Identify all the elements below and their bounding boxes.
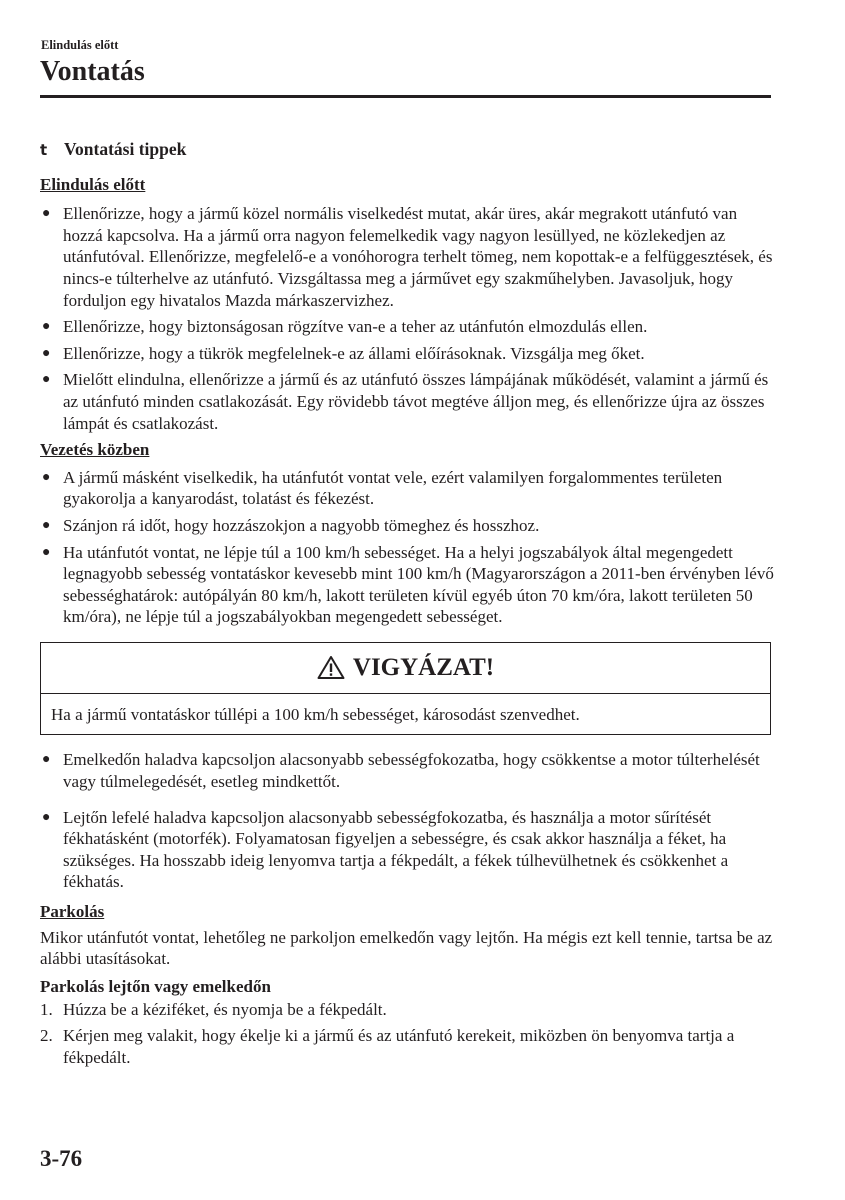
page-title: Vontatás <box>40 56 145 87</box>
list-item: 2. Kérjen meg valakit, hogy ékelje ki a jármű és az utánfutó kerekeit, miközben ön benyomva tartja a fékpedált. <box>40 1026 735 1067</box>
bullet-icon: ● <box>42 206 51 222</box>
list-item: 1. Húzza be a kéziféket, és nyomja be a fékpedált. <box>40 1000 387 1020</box>
page-number: 3-76 <box>40 1146 83 1171</box>
parking-text: Mikor utánfutót vontat, lehetőleg ne parkoljon emelkedőn vagy lejtőn. Ha mégis ezt kell tennie, tartsa be az alábbi utasításokat. <box>40 927 773 969</box>
parking-heading: Parkolás <box>40 902 105 922</box>
after-caution-list <box>40 749 775 893</box>
caution-box <box>40 642 771 736</box>
caution-title: VIGYÁZAT! <box>352 654 495 682</box>
bullet-icon: ● <box>42 752 51 768</box>
bullet-icon: ● <box>42 345 51 361</box>
caution-text: Ha a jármű vontatáskor túllépi a 100 km/h sebességet, károsodást szenvedhet. <box>51 704 580 724</box>
section-marker: t <box>40 141 48 159</box>
parking-slope-heading: Parkolás lejtőn vagy emelkedőn <box>40 976 271 996</box>
warning-triangle-icon <box>317 655 345 680</box>
while-driving-list <box>40 467 775 628</box>
bullet-icon: ● <box>42 517 51 533</box>
list-item: ● Mielőtt elindulna, ellenőrizze a jármű és az utánfutó összes lámpájának működését, valamint a jármű és az utánfutó minden csatlakozását. Egy rövidebb távot megtéve álljon meg, és ellenőrizze újra az összes lámpát és csatlakozást. <box>42 370 769 433</box>
list-item: ● Ellenőrizze, hogy a jármű közel normális viselkedést mutat, akár üres, akár megrakott utánfutó van hozzá kapcsolva. Ha a jármű orra nagyon felemelkedik vagy nagyon lesüllyed, ne közlekedjen az utánfutóval. Ellenőrizze, megfelelő-e a vonóhorogra terhelt tömeg, nem kopottak-e a felfüggesztések, és nincs-e túlterhelve az utánfutó. Vizsgáltassa meg a járművet egy szakműhelyben. Javasoljuk, hogy forduljon egy hivatalos Mazda márkaszervizhez. <box>42 204 773 310</box>
parking-steps <box>40 999 775 1068</box>
list-item: ● Ha utánfutót vontat, ne lépje túl a 100 km/h sebességet. Ha a helyi jogszabályok által megengedett legnagyobb sebesség vontatáskor kevesebb mint 100 km/h (Magyarországon a 2011-ben érvényben lévő sebességhatárok: autópályán 80 km/h, lakott területen kívül egyéb úton 70 km/óra, lakott területen 50 km/óra), ne lépje túl a jogszabályokban megengedett sebességet. <box>42 542 774 627</box>
before-start-heading: Elindulás előtt <box>40 174 146 194</box>
section-title: Vontatási tippek <box>64 139 187 159</box>
list-item: ● Szánjon rá időt, hogy hozzászokjon a nagyobb tömeghez és hosszhoz. <box>42 515 540 535</box>
list-item: ● Ellenőrizze, hogy a tükrök megfelelnek-e az állami előírásoknak. Vizsgálja meg őket. <box>42 343 645 363</box>
while-driving-heading: Vezetés közben <box>40 440 150 460</box>
list-item: ● Ellenőrizze, hogy biztonságosan rögzítve van-e a teher az utánfutón elmozdulás ellen. <box>42 317 648 337</box>
list-item: ● Emelkedőn haladva kapcsoljon alacsonyabb sebességfokozatba, hogy csökkentse a motor túlterhelését vagy túlmelegedését, esetleg mindkettőt. <box>42 750 760 792</box>
before-start-list <box>40 203 775 434</box>
bullet-icon: ● <box>42 544 51 560</box>
list-item: ● Lejtőn lefelé haladva kapcsoljon alacsonyabb sebességfokozatba, és használja a motor sűrítését fékhatásként (motorfék). Folyamatosan figyeljen a sebességre, és csak akkor használja a féket, ha szükséges. Ha hosszabb ideig lenyomva tartja a fékpedált, a fékek túlhevülhetnek és csökkenhet a fékhatás. <box>42 807 729 892</box>
bullet-icon: ● <box>42 469 51 485</box>
running-header: Elindulás előtt <box>41 38 119 52</box>
caution-header <box>41 643 770 694</box>
page-content <box>40 139 775 1072</box>
bullet-icon: ● <box>42 809 51 825</box>
section-heading <box>40 139 775 162</box>
bullet-icon: ● <box>42 319 51 335</box>
list-item: ● A jármű másként viselkedik, ha utánfutót vontat vele, ezért valamilyen forgalommentes területen gyakorolja a kanyarodást, tolatást és fékezést. <box>42 467 723 509</box>
header-rule <box>40 95 771 98</box>
bullet-icon: ● <box>42 372 51 388</box>
